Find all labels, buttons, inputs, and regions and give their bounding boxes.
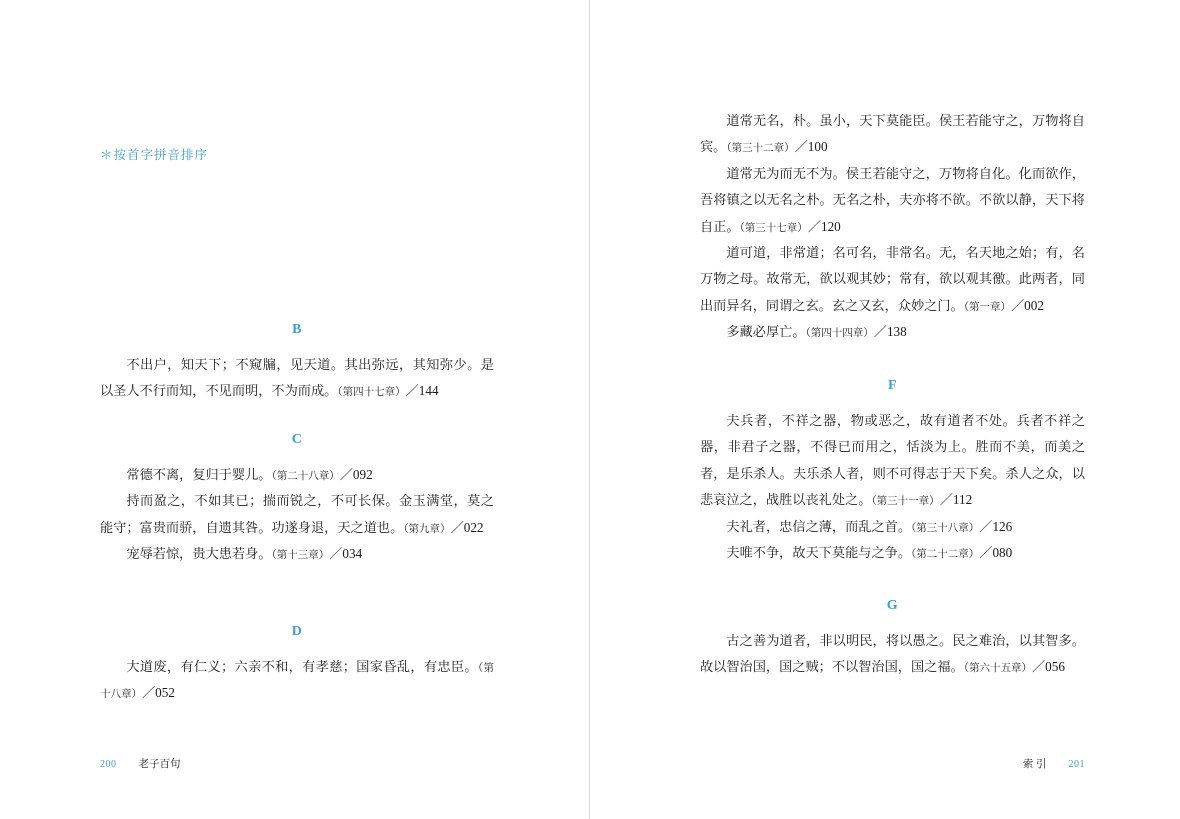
index-entry xyxy=(700,514,1085,540)
sort-note: ＊按首字拼音排序 xyxy=(100,148,209,162)
letter-heading-g: G xyxy=(886,598,899,613)
entry-page: ／112 xyxy=(939,492,973,508)
entry-page: ／034 xyxy=(329,546,363,562)
entry-text: 夫礼者，忠信之薄，而乱之首。 xyxy=(726,518,912,534)
entry-page: ／002 xyxy=(1011,297,1044,313)
entry-page: ／022 xyxy=(450,519,484,535)
entry-text: 道常无名，朴。虽小，天下莫能臣。侯王若能守之，万物将自宾。 xyxy=(700,113,1085,155)
entry-page: ／120 xyxy=(807,218,841,234)
letter-heading-c: C xyxy=(291,432,303,447)
entry-citation: （第三十七章） xyxy=(739,222,808,234)
entry-citation: （第十八章） xyxy=(100,663,495,701)
book-title: 老子百句 xyxy=(138,759,181,770)
right-page xyxy=(590,0,1180,819)
left-page-footer xyxy=(100,756,181,771)
index-section-g xyxy=(700,598,1085,681)
entry-list-c xyxy=(100,462,494,568)
entry-citation: （第二十八章） xyxy=(271,471,340,482)
index-entry xyxy=(700,408,1085,514)
entry-text: 大道废，有仁义；六亲不和，有孝慈；国家昏乱，有忠臣。 xyxy=(126,659,478,674)
index-entry xyxy=(700,161,1085,240)
section-label: 索 引 xyxy=(1022,759,1047,770)
entry-page: ／056 xyxy=(1032,659,1065,675)
letter-heading-f: F xyxy=(887,378,898,393)
entry-text: 持而盈之，不如其已；揣而锐之，不可长保。金玉满堂，莫之能守；富贵而骄，自遗其咎。功遂身退，天之道也。 xyxy=(100,493,494,535)
entry-citation: （第三十八章） xyxy=(911,522,980,534)
entry-list-d xyxy=(100,654,494,707)
index-entry xyxy=(700,628,1085,681)
index-section-f xyxy=(700,378,1085,566)
index-entry xyxy=(700,240,1085,319)
entry-list-b xyxy=(100,352,494,405)
entry-citation: （第一章） xyxy=(963,301,1011,313)
entry-list-continued xyxy=(700,108,1085,346)
entry-page: ／100 xyxy=(794,139,828,155)
right-page-footer xyxy=(1023,756,1085,771)
entry-citation: （第四十七章） xyxy=(337,387,406,399)
entry-citation: （第六十五章） xyxy=(963,663,1032,675)
letter-heading-b: B xyxy=(292,322,302,337)
entry-page: ／126 xyxy=(979,518,1013,534)
entry-text: 常德不离，复归于婴儿。 xyxy=(126,467,272,482)
entry-text: 多藏必厚亡。 xyxy=(726,324,806,340)
index-entry xyxy=(100,541,494,567)
entry-citation: （第十三章） xyxy=(271,550,330,562)
entry-page: ／144 xyxy=(405,383,439,399)
entry-citation: （第三十二章） xyxy=(726,143,795,155)
index-entry xyxy=(700,540,1085,566)
entry-citation: （第二十二章） xyxy=(911,549,980,561)
entry-text: 宠辱若惊，贵大患若身。 xyxy=(126,546,272,562)
entry-page: ／052 xyxy=(142,685,175,701)
entry-page: ／138 xyxy=(873,324,907,340)
entry-citation: （第九章） xyxy=(403,523,451,535)
entry-text: 道常无为而无不为。侯王若能守之，万物将自化。化而欲作，吾将镇之以无名之朴。无名之朴，夫亦将不欲。不欲以静，天下将自正。 xyxy=(700,165,1085,234)
entry-citation: （第三十一章） xyxy=(871,496,940,508)
right-page-content xyxy=(590,0,1180,819)
index-entry xyxy=(100,352,494,405)
entry-page: ／092 xyxy=(339,467,373,482)
index-entry xyxy=(700,108,1085,161)
index-section-d xyxy=(100,624,494,707)
index-entry xyxy=(100,462,494,488)
index-section-c xyxy=(100,432,494,568)
entry-citation: （第四十四章） xyxy=(805,328,874,340)
index-entry xyxy=(100,654,494,707)
page-number: 201 xyxy=(1068,759,1085,770)
entry-list-f xyxy=(700,408,1085,566)
entry-list-g xyxy=(700,628,1085,681)
entry-text: 道可道，非常道；名可名，非常名。无，名天地之始；有，名万物之母。故常无，欲以观其妙；常有，欲以观其徼。此两者，同出而异名，同谓之玄。玄之又玄，众妙之门。 xyxy=(700,245,1085,313)
letter-heading-d: D xyxy=(291,624,303,639)
entry-text: 不出户，知天下；不窥牖，见天道。其出弥远，其知弥少。是以圣人不行而知，不见而明，不为而成。 xyxy=(100,357,494,399)
index-section-continued xyxy=(700,108,1085,346)
entry-page: ／080 xyxy=(979,545,1013,561)
left-page-content xyxy=(0,0,589,819)
index-entry xyxy=(700,319,1085,345)
index-section-b xyxy=(100,322,494,405)
entry-text: 夫唯不争，故天下莫能与之争。 xyxy=(726,545,912,561)
index-entry xyxy=(100,488,494,541)
entry-text: 古之善为道者，非以明民，将以愚之。民之难治，以其智多。故以智治国，国之贼；不以智治国，国之福。 xyxy=(700,633,1085,675)
page-number: 200 xyxy=(100,759,117,770)
entry-text: 夫兵者，不祥之器，物或恶之，故有道者不处。兵者不祥之器，非君子之器，不得已而用之，恬淡为上。胜而不美，而美之者，是乐杀人。夫乐杀人者，则不可得志于天下矣。杀人之众，以悲哀泣之，战胜以丧礼处之。 xyxy=(700,413,1085,508)
